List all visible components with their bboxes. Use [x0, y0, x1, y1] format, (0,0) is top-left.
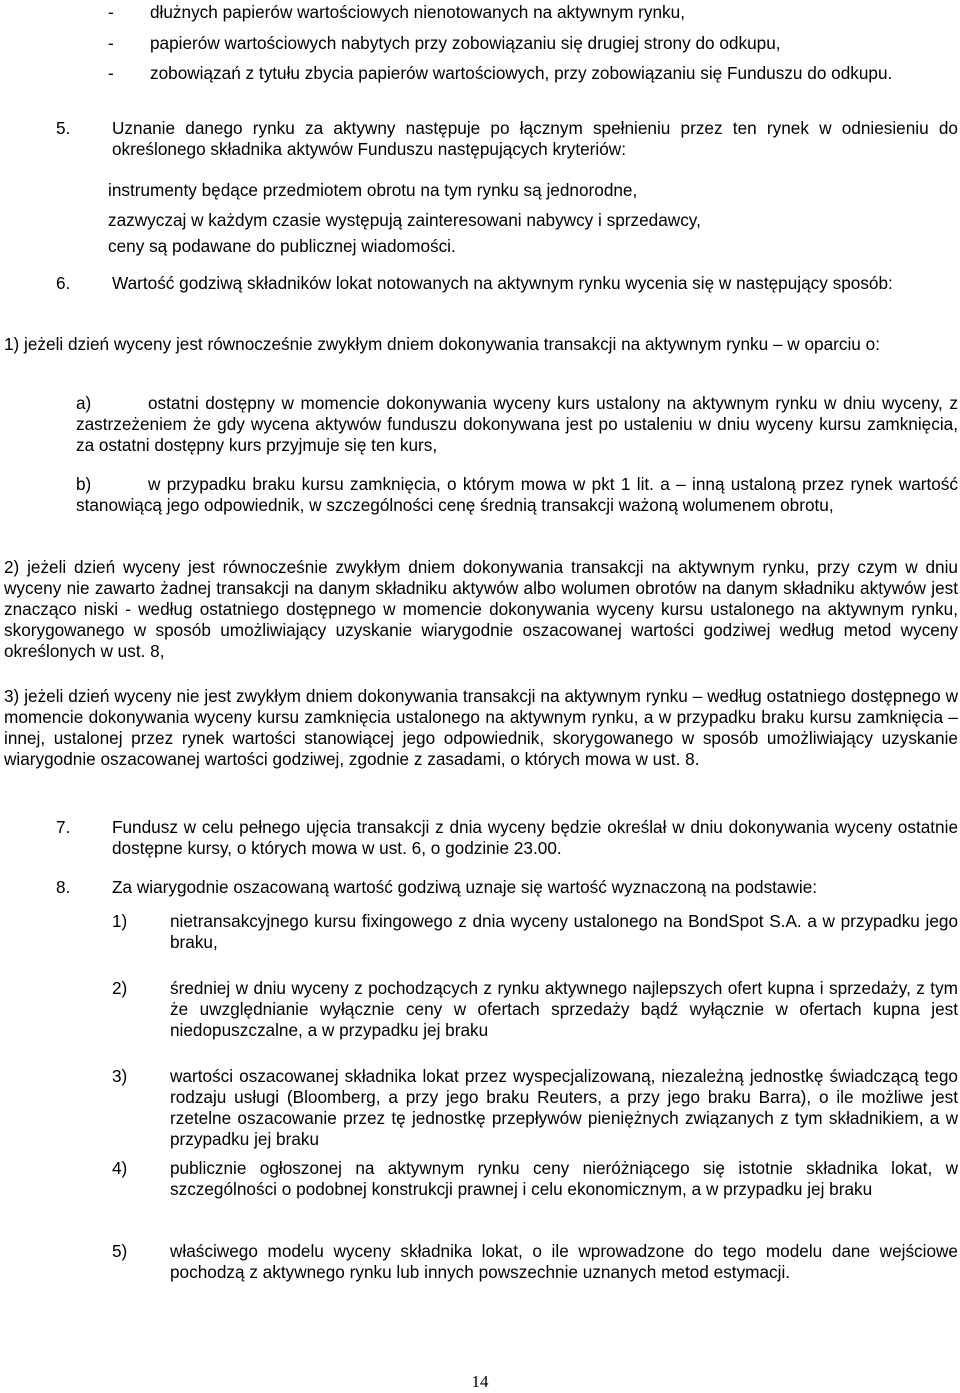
dash-mark: -	[108, 63, 114, 83]
paragraph-text: Fundusz w celu pełnego ujęcia transakcji z dnia wyceny będzie określał w dniu dokonywania wyceny ostatnie dostępne kursy, o których mowa w ust. 6, o godzinie 23.00.	[112, 817, 958, 858]
sub-text: w przypadku braku kursu zamknięcia, o którym mowa w pkt 1 lit. a – inną ustaloną przez rynek wartość stanowiącą jego odpowiednik, w szczególności cenę średnią transakcji ważoną wolumenem obrotu,	[76, 474, 958, 515]
p6-item-2: 2) jeżeli dzień wyceny jest równocześnie zwykłym dniem dokonywania transakcji na aktywnym rynku, przy czym w dniu wyceny nie zawarto żadnej transakcji na danym składniku aktywów albo wolumen obrotów na danym składniku aktywów jest znacząco niski - według ostatniego dostępnego w momencie dokonywania wyceny kursu ustalonego na aktywnym rynku, skorygowanego w sposób umożliwiający uzyskanie wiarygodnie oszacowanej wartości godziwej według metod wyceny określonych w ust. 8,	[4, 557, 958, 661]
paragraph-5	[56, 118, 958, 160]
sub-mark: b)	[76, 474, 92, 494]
paragraph-text: Wartość godziwą składników lokat notowanych na aktywnym rynku wycenia się w następujący sposób:	[112, 273, 893, 293]
criterion: ceny są podawane do publicznej wiadomości.	[108, 236, 456, 256]
item-text: wartości oszacowanej składnika lokat przez wyspecjalizowaną, niezależną jednostkę świadczącą tego rodzaju usługi (Bloomberg, a przy jego braku Reuters, a przy jego braku Barra), o ile możliwe jest rzetelne oszacowanie przez tę jednostkę przepływów pieniężnych związanych z tym składnikiem, a w przypadku jej braku	[170, 1066, 958, 1149]
p6-sub-a	[76, 393, 958, 456]
item-text: publicznie ogłoszonej na aktywnym rynku ceny nieróżniącego się istotnie składnika lokat, w szczególności o podobnej konstrukcji prawnej i celu ekonomicznym, a w przypadku jej braku	[170, 1158, 958, 1199]
p8-item	[112, 1158, 958, 1200]
p8-item	[112, 1066, 958, 1150]
dash-text: papierów wartościowych nabytych przy zobowiązaniu się drugiej strony do odkupu,	[150, 33, 781, 53]
p6-sub-b	[76, 474, 958, 516]
criterion: zazwyczaj w każdym czasie występują zainteresowani nabywcy i sprzedawcy,	[108, 210, 701, 230]
sub-mark: a)	[76, 393, 92, 413]
paragraph-7	[56, 817, 958, 859]
criterion: instrumenty będące przedmiotem obrotu na tym rynku są jednorodne,	[108, 180, 638, 200]
item-mark: 3)	[112, 1066, 128, 1086]
dash-item	[108, 2, 958, 23]
paragraph-text: Za wiarygodnie oszacowaną wartość godziwą uznaje się wartość wyznaczoną na podstawie:	[112, 877, 818, 897]
p8-item	[112, 1241, 958, 1283]
item-mark: 5)	[112, 1241, 128, 1261]
dash-mark: -	[108, 2, 114, 22]
p6-item-1: 1) jeżeli dzień wyceny jest równocześnie zwykłym dniem dokonywania transakcji na aktywnym rynku – w oparciu o:	[4, 334, 880, 354]
dash-item	[108, 63, 958, 84]
paragraph-8	[56, 877, 958, 898]
paragraph-number: 7.	[56, 817, 71, 837]
item-text: średniej w dniu wyceny z pochodzących z rynku aktywnego najlepszych ofert kupna i sprzedaży, z tym że uwzględnianie wyłącznie ceny w ofertach sprzedaży bądź wyłącznie w ofertach kupna jest niedopuszczalne, a w przypadku jej braku	[170, 978, 958, 1040]
p6-item-3: 3) jeżeli dzień wyceny nie jest zwykłym dniem dokonywania transakcji na aktywnym rynku – według ostatniego dostępnego w momencie dokonywania wyceny kursu zamknięcia ustalonego na aktywnym rynku, a w przypadku braku kursu zamknięcia – innej, ustalonej przez rynek wartości stanowiącej jego odpowiednik, skorygowanego w sposób umożliwiający uzyskanie wiarygodnie oszacowanej wartości godziwej, zgodnie z zasadami, o których mowa w ust. 8.	[4, 686, 958, 769]
item-text: właściwego modelu wyceny składnika lokat, o ile wprowadzone do tego modelu dane wejściowe pochodzą z aktywnego rynku lub innych powszechnie uznanych metod estymacji.	[170, 1241, 958, 1282]
paragraph-number: 8.	[56, 877, 71, 897]
item-mark: 1)	[112, 911, 128, 931]
item-mark: 2)	[112, 978, 128, 998]
p8-item	[112, 911, 958, 953]
sub-text: ostatni dostępny w momencie dokonywania wyceny kurs ustalony na aktywnym rynku w dniu wyceny, z zastrzeżeniem że gdy wycena aktywów funduszu dokonywana jest po ustaleniu w dniu wyceny kursu zamknięcia, za ostatni dostępny kurs przyjmuje się ten kurs,	[76, 393, 958, 455]
p8-item	[112, 978, 958, 1041]
item-text: nietransakcyjnego kursu fixingowego z dnia wyceny ustalonego na BondSpot S.A. a w przypadku jego braku,	[170, 911, 958, 952]
paragraph-number: 5.	[56, 118, 71, 138]
dash-text: zobowiązań z tytułu zbycia papierów wartościowych, przy zobowiązaniu się Funduszu do odkupu.	[150, 63, 893, 83]
item-mark: 4)	[112, 1158, 128, 1178]
dash-text: dłużnych papierów wartościowych nienotowanych na aktywnym rynku,	[150, 2, 685, 22]
paragraph-6	[56, 273, 958, 294]
page-number: 14	[471, 1372, 489, 1391]
paragraph-text: Uznanie danego rynku za aktywny następuje po łącznym spełnieniu przez ten rynek w odniesieniu do określonego składnika aktywów Funduszu następujących kryteriów:	[112, 118, 958, 159]
dash-mark: -	[108, 33, 114, 53]
dash-item	[108, 33, 958, 54]
paragraph-number: 6.	[56, 273, 71, 293]
